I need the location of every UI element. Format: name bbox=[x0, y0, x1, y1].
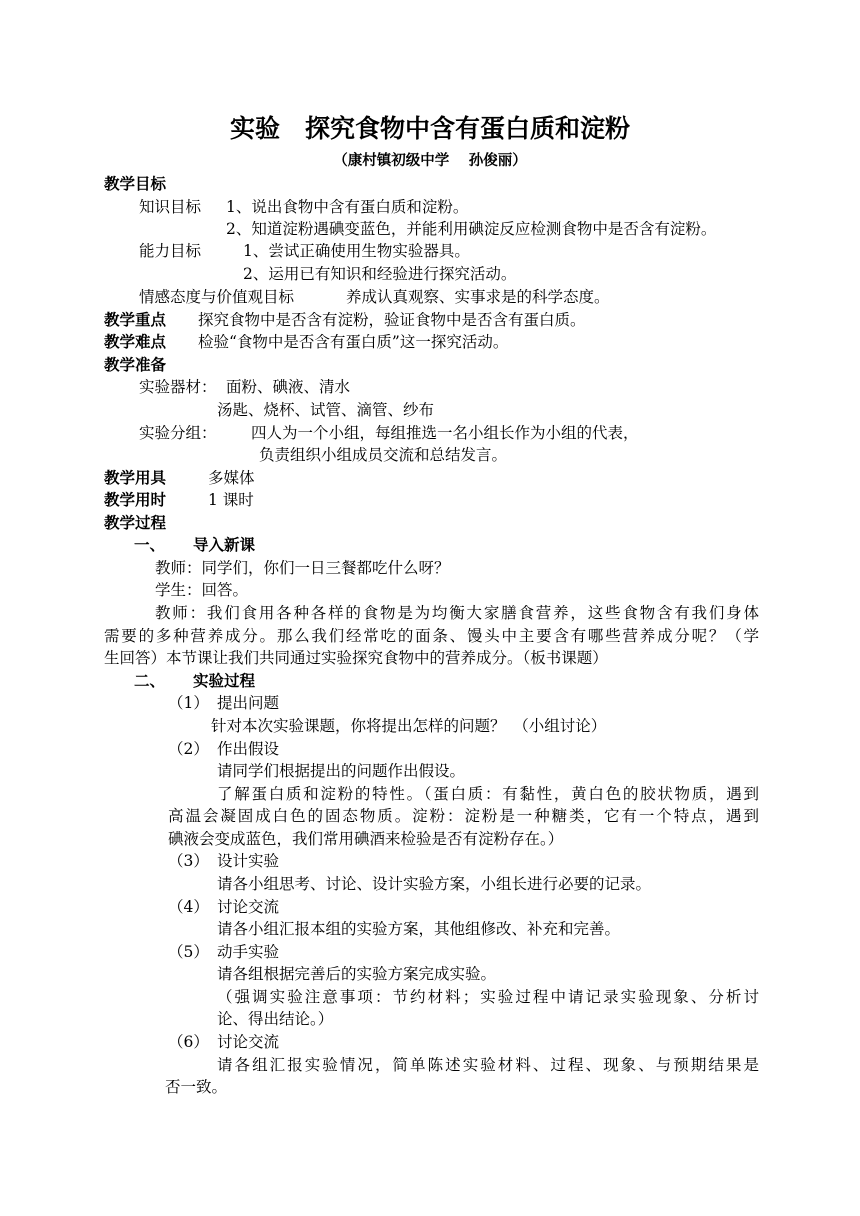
knowledge-item-2: 2、知道淀粉遇碘变蓝色，并能利用碘淀反应检测食物中是否含有淀粉。 bbox=[226, 220, 717, 238]
step-2-line-4: 碘液会变成蓝色，我们常用碘酒来检验是否有淀粉存在。） bbox=[168, 830, 564, 848]
difficulty-label: 教学难点 bbox=[104, 332, 167, 351]
ability-item-2: 2、运用已有知识和经验进行探究活动。 bbox=[243, 265, 517, 283]
tools-label: 教学用具 bbox=[104, 468, 167, 487]
time-label: 教学用时 bbox=[104, 490, 167, 509]
ability-label: 能力目标 bbox=[139, 242, 202, 260]
step-6-number: （6） bbox=[168, 1033, 209, 1051]
knowledge-label: 知识目标 bbox=[139, 198, 202, 216]
section-2-title: 实验过程 bbox=[193, 671, 256, 690]
materials-line-1: 面粉、碘液、清水 bbox=[226, 378, 351, 396]
step-2-title: 作出假设 bbox=[217, 740, 280, 758]
step-3-line-1: 请各小组思考、讨论、设计实验方案，小组长进行必要的记录。 bbox=[217, 875, 652, 893]
key-point-label: 教学重点 bbox=[104, 310, 167, 329]
step-5-title: 动手实验 bbox=[217, 943, 280, 961]
step-6-line-1: 请各组汇报实验情况，简单陈述实验材料、过程、现象、与预期结果是 bbox=[217, 1056, 759, 1074]
section-1-para-line-2: 需要的多种营养成分。那么我们经常吃的面条、馒头中主要含有哪些营养成分呢？（学 bbox=[104, 627, 759, 645]
section-1-line-2: 学生：回答。 bbox=[155, 581, 249, 599]
knowledge-item-1: 1、说出食物中含有蛋白质和淀粉。 bbox=[226, 198, 469, 216]
tools-text: 多媒体 bbox=[208, 469, 255, 487]
step-3-title: 设计实验 bbox=[217, 852, 280, 870]
step-6-line-2: 否一致。 bbox=[165, 1078, 228, 1096]
step-6-title: 讨论交流 bbox=[217, 1033, 280, 1051]
time-text: 1 课时 bbox=[208, 491, 254, 509]
goals-heading: 教学目标 bbox=[104, 174, 167, 193]
step-2-line-1: 请同学们根据提出的问题作出假设。 bbox=[217, 762, 466, 780]
process-heading: 教学过程 bbox=[104, 513, 167, 532]
emotion-text: 养成认真观察、实事求是的科学态度。 bbox=[346, 288, 610, 306]
step-2-number: （2） bbox=[168, 740, 209, 758]
section-1-line-1: 教师：同学们，你们一日三餐都吃什么呀？ bbox=[155, 559, 450, 577]
document-title: 实验 探究食物中含有蛋白质和淀粉 bbox=[229, 114, 630, 143]
step-5-number: （5） bbox=[168, 943, 209, 961]
author-line: （康村镇初级中学 孙俊丽） bbox=[333, 152, 527, 169]
section-2-number: 二、 bbox=[134, 671, 166, 690]
section-1-para-line-1: 教师：我们食用各种各样的食物是为均衡大家膳食营养，这些食物含有我们身体 bbox=[155, 604, 759, 622]
emotion-label: 情感态度与价值观目标 bbox=[139, 288, 295, 306]
step-4-line-1: 请各小组汇报本组的实验方案，其他组修改、补充和完善。 bbox=[217, 920, 621, 938]
prep-heading: 教学准备 bbox=[104, 355, 167, 374]
materials-line-2: 汤匙、烧杯、试管、滴管、纱布 bbox=[217, 401, 435, 419]
step-2-line-2: 了解蛋白质和淀粉的特性。（蛋白质：有黏性，黄白色的胶状物质，遇到 bbox=[217, 785, 759, 803]
key-point-text: 探究食物中是否含有淀粉，验证食物中是否含有蛋白质。 bbox=[198, 311, 586, 329]
step-5-line-3: 论、得出结论。） bbox=[217, 1010, 334, 1028]
step-1-number: （1） bbox=[168, 694, 209, 712]
step-2-line-3: 高温会凝固成白色的固态物质。淀粉：淀粉是一种糖类，它有一个特点，遇到 bbox=[168, 807, 759, 825]
materials-label: 实验器材： bbox=[139, 378, 217, 396]
step-4-number: （4） bbox=[168, 898, 209, 916]
step-3-number: （3） bbox=[168, 852, 209, 870]
difficulty-text: 检验“食物中是否含有蛋白质”这一探究活动。 bbox=[198, 333, 509, 351]
group-label: 实验分组： bbox=[139, 424, 217, 442]
group-line-2: 负责组织小组成员交流和总结发言。 bbox=[259, 446, 508, 464]
section-1-title: 导入新课 bbox=[193, 535, 256, 554]
step-5-line-1: 请各组根据完善后的实验方案完成实验。 bbox=[217, 965, 497, 983]
group-line-1: 四人为一个小组，每组推选一名小组长作为小组的代表， bbox=[251, 424, 639, 442]
step-1-line-1: 针对本次实验课题，你将提出怎样的问题？ （小组讨论） bbox=[211, 717, 607, 735]
ability-item-1: 1、尝试正确使用生物实验器具。 bbox=[243, 242, 470, 260]
step-4-title: 讨论交流 bbox=[217, 898, 280, 916]
step-1-title: 提出问题 bbox=[217, 694, 280, 712]
section-1-number: 一、 bbox=[134, 535, 166, 554]
section-1-para-line-3: 生回答）本节课让我们共同通过实验探究食物中的营养成分。（板书课题） bbox=[104, 649, 608, 667]
step-5-line-2: （强调实验注意事项：节约材料；实验过程中请记录实验现象、分析讨 bbox=[217, 988, 759, 1006]
